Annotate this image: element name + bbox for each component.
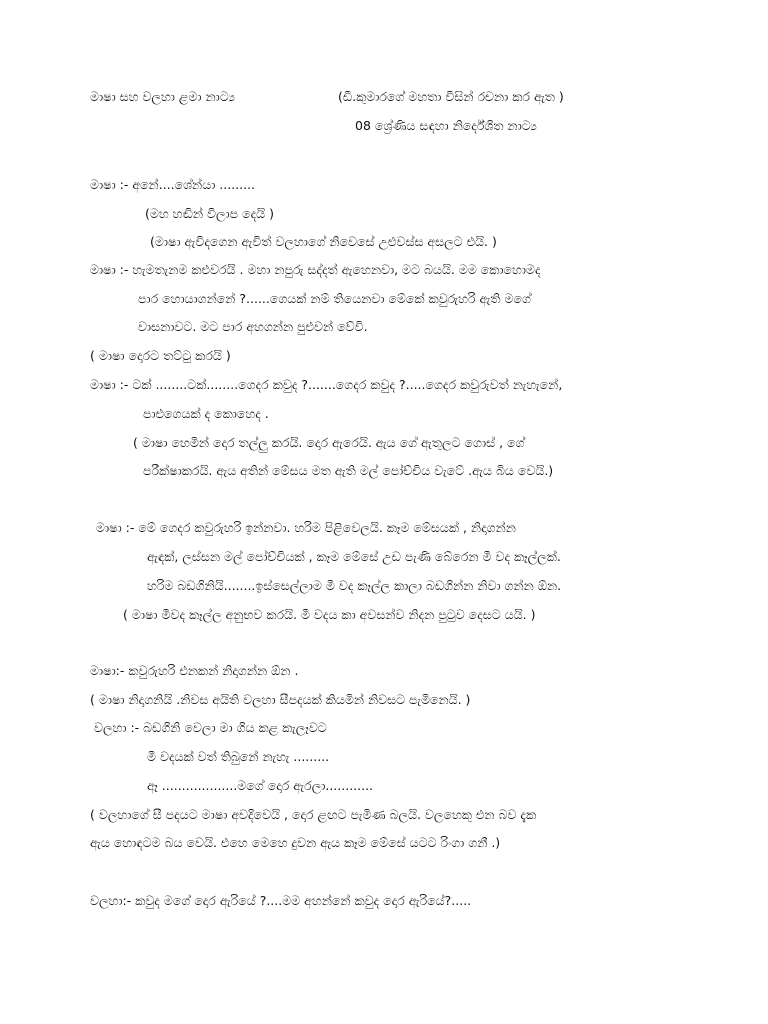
play-title: මාෂා සහ වලහා ළමා නාට්‍ය [90,89,235,104]
dialogue-line: හරිම බඩගිනියි........ඉස්සෙල්ලාම මී වද කෑල්ල කාලා බඩගින්න නිවා ගන්න ඕන. [147,578,562,593]
dialogue-line: මී වදයක් වත් තිබුනේ නැහැ ......... [147,749,330,764]
stage-direction: පරීක්ෂාකරයි. ඇය අතින් මේසය මත ඇති මල් පෝච්චිය වැටේ .ඇය බිය වෙයි.) [143,463,554,478]
dialogue-line: මාෂා :- මේ ගෙදර කවුරුහරි ඉන්නවා. හරිම පිළිවෙලයි. කෑම මේසයක් , නිදාගන්න [96,520,516,535]
dialogue-line: ඇඳක්, ලස්සන මල් පෝච්චියක් , කෑම මේසේ උඩ පැණි බේරෙන මී වද කෑල්ලක්. [147,549,561,564]
dialogue-line: මාෂා:- කවුරුහරි එනකන් නිදාගන්න ඕන . [90,663,299,678]
stage-direction: ( මාෂා නිදාගනියි .නිවස අයිති වලහා සීපදයක් කියමින් නිවසට පැමිනෙයි. ) [90,692,471,707]
stage-direction: ( මාෂා දොරට තට්ටු කරයි ) [90,348,231,363]
dialogue-line: වලහා:- කවුද මගේ දොර ඇරියේ ?....මම අහන්නේ කවුද දොර ඇරියේ?..... [90,893,472,908]
stage-direction: (මහ හඬින් විලාප දෙයි ) [145,206,274,221]
dialogue-line: වාසනාවට. මට පාර අහගන්න පුළුවන් වේවි. [138,319,368,334]
stage-direction: ( මාෂා හෙමින් දොර තල්ලු කරයි. දොර ඇරෙයි. ඇය ගේ ඇතුලට ගොස් , ගේ [133,435,525,450]
stage-direction: ඇය හොඳටම බය වෙයි. එහෙ මෙහෙ දුවන ඇය කෑම මේසේ යටට රිංගා ගනී .) [90,835,501,850]
dialogue-line: මාෂා :- අනේ....ශේන්යා ......... [90,177,256,192]
dialogue-line: මාෂා :- ටක් ........ටක්........ගෙදර කවුද ?.......ගෙදර කවුද ?.....ගෙදර කවුරුවත් නැහැනේ, [90,377,563,392]
stage-direction: (මාෂා ඇවිදගෙන ඇවිත් වලහාගේ නිවෙසේ උළුවස්ස අසලට එයි. ) [150,234,497,249]
author-credit: (ඩී.කුමාරගේ මහතා විසින් රචනා කර ඇත ) [338,89,564,104]
dialogue-line: පාළුගෙයක් ද කොහෙද . [143,406,269,421]
stage-direction: ( වලහාගේ සී පදයට මාෂා අවදිවෙයි , දොර ළඟට පැමිණ බලයි. වලහෙකු එන බව දැක [90,807,537,822]
grade-subtitle: 08 ශ්‍රේණිය සඳහා නිර්දේශිත නාට්‍ය [355,118,537,133]
dialogue-line: පාර හොයාගන්නේ ?......ගෙයක් නම් තියෙනවා මේකේ කවුරුහරි ඇති මගේ [138,291,531,306]
dialogue-line: ඈ ...................මගේ දොර ඇරලා............ [147,778,374,793]
stage-direction: ( මාෂා මීවද කෑල්ල අනුභව කරයි. මී වදය කා අවසන්ව නිදන පුටුව දෙසට යයි. ) [123,607,536,622]
dialogue-line: මාෂා :- හැමතැනම කළුවරයි . මහා නපුරු සද්දත් ඇහෙනවා, මට බයයි. මම කොහොමද [90,262,541,277]
dialogue-line: වලහා :- බඩගිනි වෙලා මා ගිය කළ කැලෑවට [94,720,327,735]
